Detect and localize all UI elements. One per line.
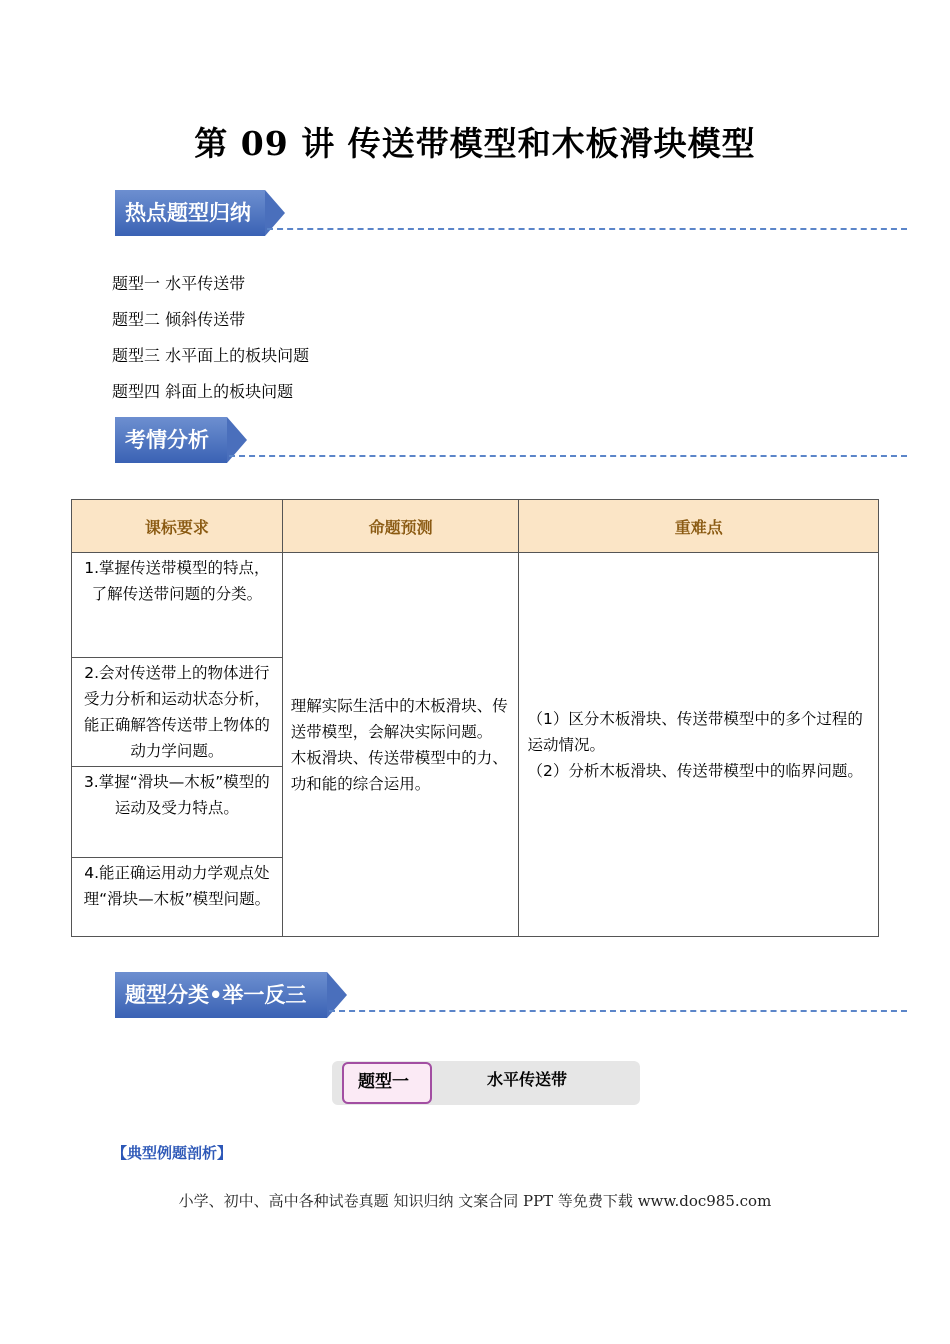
analysis-table [71,499,879,937]
topic-item[interactable]: 题型二 倾斜传送带 [112,310,246,329]
header-key-points: 重难点 [519,500,879,553]
key-point-text: （1）区分木板滑块、传送带模型中的多个过程的运动情况。 [527,709,863,754]
header-requirements: 课标要求 [72,500,283,553]
topic-item[interactable]: 题型三 水平面上的板块问题 [112,346,310,365]
topic-item[interactable]: 题型一 水平传送带 [112,274,246,293]
section-banner-label: 考情分析 [115,417,227,463]
prediction-text: 理解实际生活中的木板滑块、传送带模型，会解决实际问题。 [290,696,508,741]
section-banner-label: 热点题型归纳 [115,190,265,236]
table-header-row [72,500,879,553]
key-point-text: （2）分析木板滑块、传送带模型中的临界问题。 [527,761,863,780]
page-title: 第 09 讲 传送带模型和木板滑块模型 [194,124,756,163]
requirement-cell: 4.能正确运用动力学观点处理“滑块—木板”模型问题。 [72,858,283,937]
banner-divider [329,1010,907,1012]
type-chip [332,1061,640,1105]
requirement-cell: 3.掌握“滑块—木板”模型的运动及受力特点。 [72,767,283,858]
banner-divider [267,228,907,230]
banner-divider [229,455,907,457]
prediction-text: 木板滑块、传送带模型中的力、功和能的综合运用。 [290,748,508,793]
topic-list [112,270,309,414]
page-footer: 小学、初中、高中各种试卷真题 知识归纳 文案合同 PPT 等免费下载 www.doc985.com [178,1192,772,1210]
table-row [72,553,879,658]
prediction-cell [282,553,519,937]
key-points-cell [519,553,879,937]
topic-item[interactable]: 题型四 斜面上的板块问题 [112,382,294,401]
example-heading: 【典型例题剖析】 [112,1144,233,1162]
header-prediction: 命题预测 [282,500,519,553]
requirement-cell: 1.掌握传送带模型的特点，了解传送带问题的分类。 [72,553,283,658]
requirement-cell: 2.会对传送带上的物体进行受力分析和运动状态分析，能正确解答传送带上物体的动力学问题。 [72,658,283,767]
type-chip-text: 水平传送带 [487,1070,568,1089]
type-chip-label: 题型一 [342,1062,432,1104]
section-banner-label: 题型分类•举一反三 [115,972,327,1018]
